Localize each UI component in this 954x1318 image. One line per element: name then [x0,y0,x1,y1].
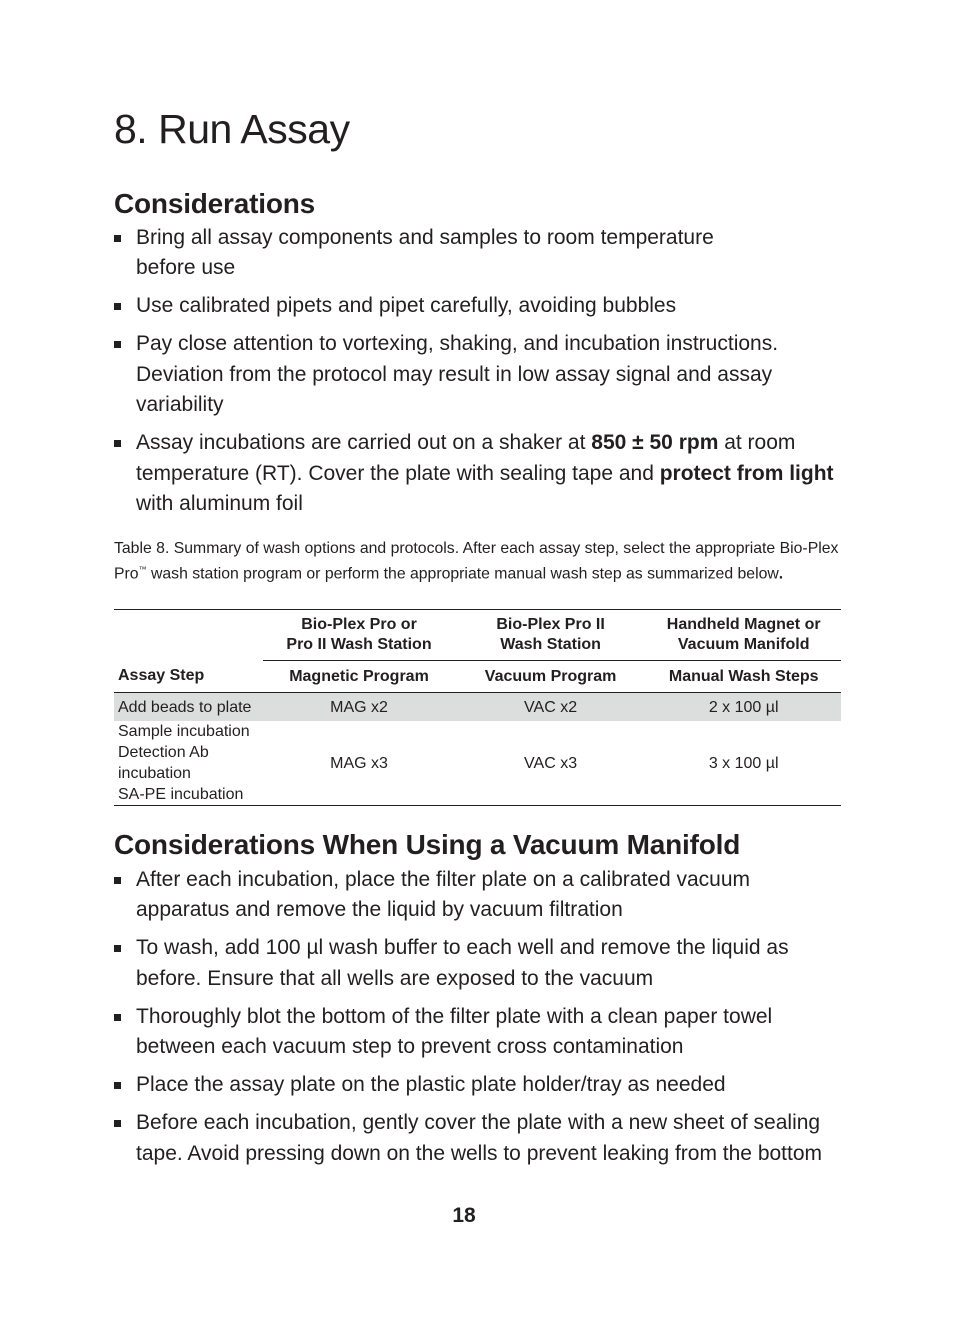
table-row [114,721,841,806]
page-number: 18 [452,1204,476,1227]
list-item [114,1002,836,1063]
column-header-vacuum: Vacuum Program [455,661,647,693]
table-caption [114,539,841,584]
bullet-square-icon [114,303,121,310]
table-cell-magnetic: MAG x3 [263,721,455,806]
column-header-assay-step: Assay Step [114,661,263,693]
vacuum-considerations-heading: Considerations When Using a Vacuum Manifold [114,829,741,860]
table-cell-manual: 3 x 100 µl [646,721,841,806]
list-item-text-c: at room temperature (RT). Cover the plate with sealing tape and [136,431,796,485]
list-item-text: To wash, add 100 µl wash buffer to each well and remove the liquid as before. Ensure that all wells are exposed to the vacuum [136,936,789,990]
bullet-square-icon [114,1120,121,1127]
list-item-text: Use calibrated pipets and pipet carefully, avoiding bubbles [136,294,677,318]
list-item-text: Place the assay plate on the plastic plate holder/tray as needed [136,1073,726,1097]
list-item [114,1108,860,1169]
protect-light-emphasis: protect from light [659,461,834,485]
list-item [114,1070,841,1100]
bullet-square-icon [114,1014,121,1021]
bullet-square-icon [114,945,121,952]
header-line: Handheld Magnet or [666,616,821,633]
list-item-text-d: with aluminum foil [136,492,303,516]
table-group-header [646,610,841,661]
list-item [114,865,816,926]
table-caption-label: Table 8. Summary of wash options and protocols. [114,540,460,557]
table-cell-vacuum: VAC x3 [455,721,647,806]
list-item-text: After each incubation, place the filter plate on a calibrated vacuum apparatus and remove the liquid by vacuum filtration [136,868,751,922]
table-caption-end: . [778,564,784,582]
step-line: SA-PE incubation [118,786,244,803]
list-item-text: Before each incubation, gently cover the plate with a new sheet of sealing tape. Avoid pressing down on the wells to prevent leaking from the bottom [136,1111,823,1165]
list-item-text: Bring all assay components and samples to room temperature before use [136,226,714,280]
page-title: 8. Run Assay [114,106,350,152]
bullet-square-icon [114,440,121,447]
table-group-header [455,610,647,661]
table-cell-step: Add beads to plate [114,693,263,722]
list-item [114,428,860,519]
table-header-blank [114,610,263,661]
considerations-heading: Considerations [114,188,316,219]
table-caption-text-2: wash station program or perform the appropriate manual wash step as summarized below [146,564,779,582]
wash-options-table [114,609,841,806]
list-item [114,329,856,420]
table-row [114,693,841,722]
list-item-text-a: Assay incubations are carried out on a shaker at [136,431,592,455]
table-cell-step [114,721,263,806]
step-line: Detection Ab incubation [118,744,209,782]
list-item [114,223,776,284]
list-item [114,291,841,321]
list-item [114,933,850,994]
rpm-emphasis: 850 ± 50 rpm [591,431,719,455]
bullet-square-icon [114,1082,121,1089]
header-line: Vacuum Manifold [677,636,810,653]
list-item-text: Pay close attention to vortexing, shaking, and incubation instructions. Deviation from the protocol may result in low assay signal and assay variability [136,332,779,417]
step-line: Sample incubation [118,723,250,740]
table-cell-manual: 2 x 100 µl [646,693,841,722]
trademark-symbol: ™ [138,564,147,574]
list-item-text: Thoroughly blot the bottom of the filter plate with a clean paper towel between each vacuum step to prevent cross contamination [136,1004,773,1059]
header-line: Wash Station [500,636,601,653]
table-caption-text: After each assay step, select the appropriate Bio-Plex Pro [114,540,839,582]
vacuum-considerations-list [114,865,841,1177]
column-header-magnetic: Magnetic Program [263,661,455,693]
bullet-square-icon [114,341,121,348]
header-line: Bio-Plex Pro or [301,616,417,633]
bullet-square-icon [114,235,121,242]
table-column-header-row [114,661,841,693]
table-group-header [263,610,455,661]
considerations-list [114,223,841,527]
table-cell-magnetic: MAG x2 [263,693,455,722]
header-line: Pro II Wash Station [286,636,432,653]
table-cell-vacuum: VAC x2 [455,693,647,722]
column-header-manual: Manual Wash Steps [646,661,841,693]
bullet-square-icon [114,877,121,884]
header-line: Bio-Plex Pro II [496,616,605,633]
table-group-header-row [114,610,841,661]
